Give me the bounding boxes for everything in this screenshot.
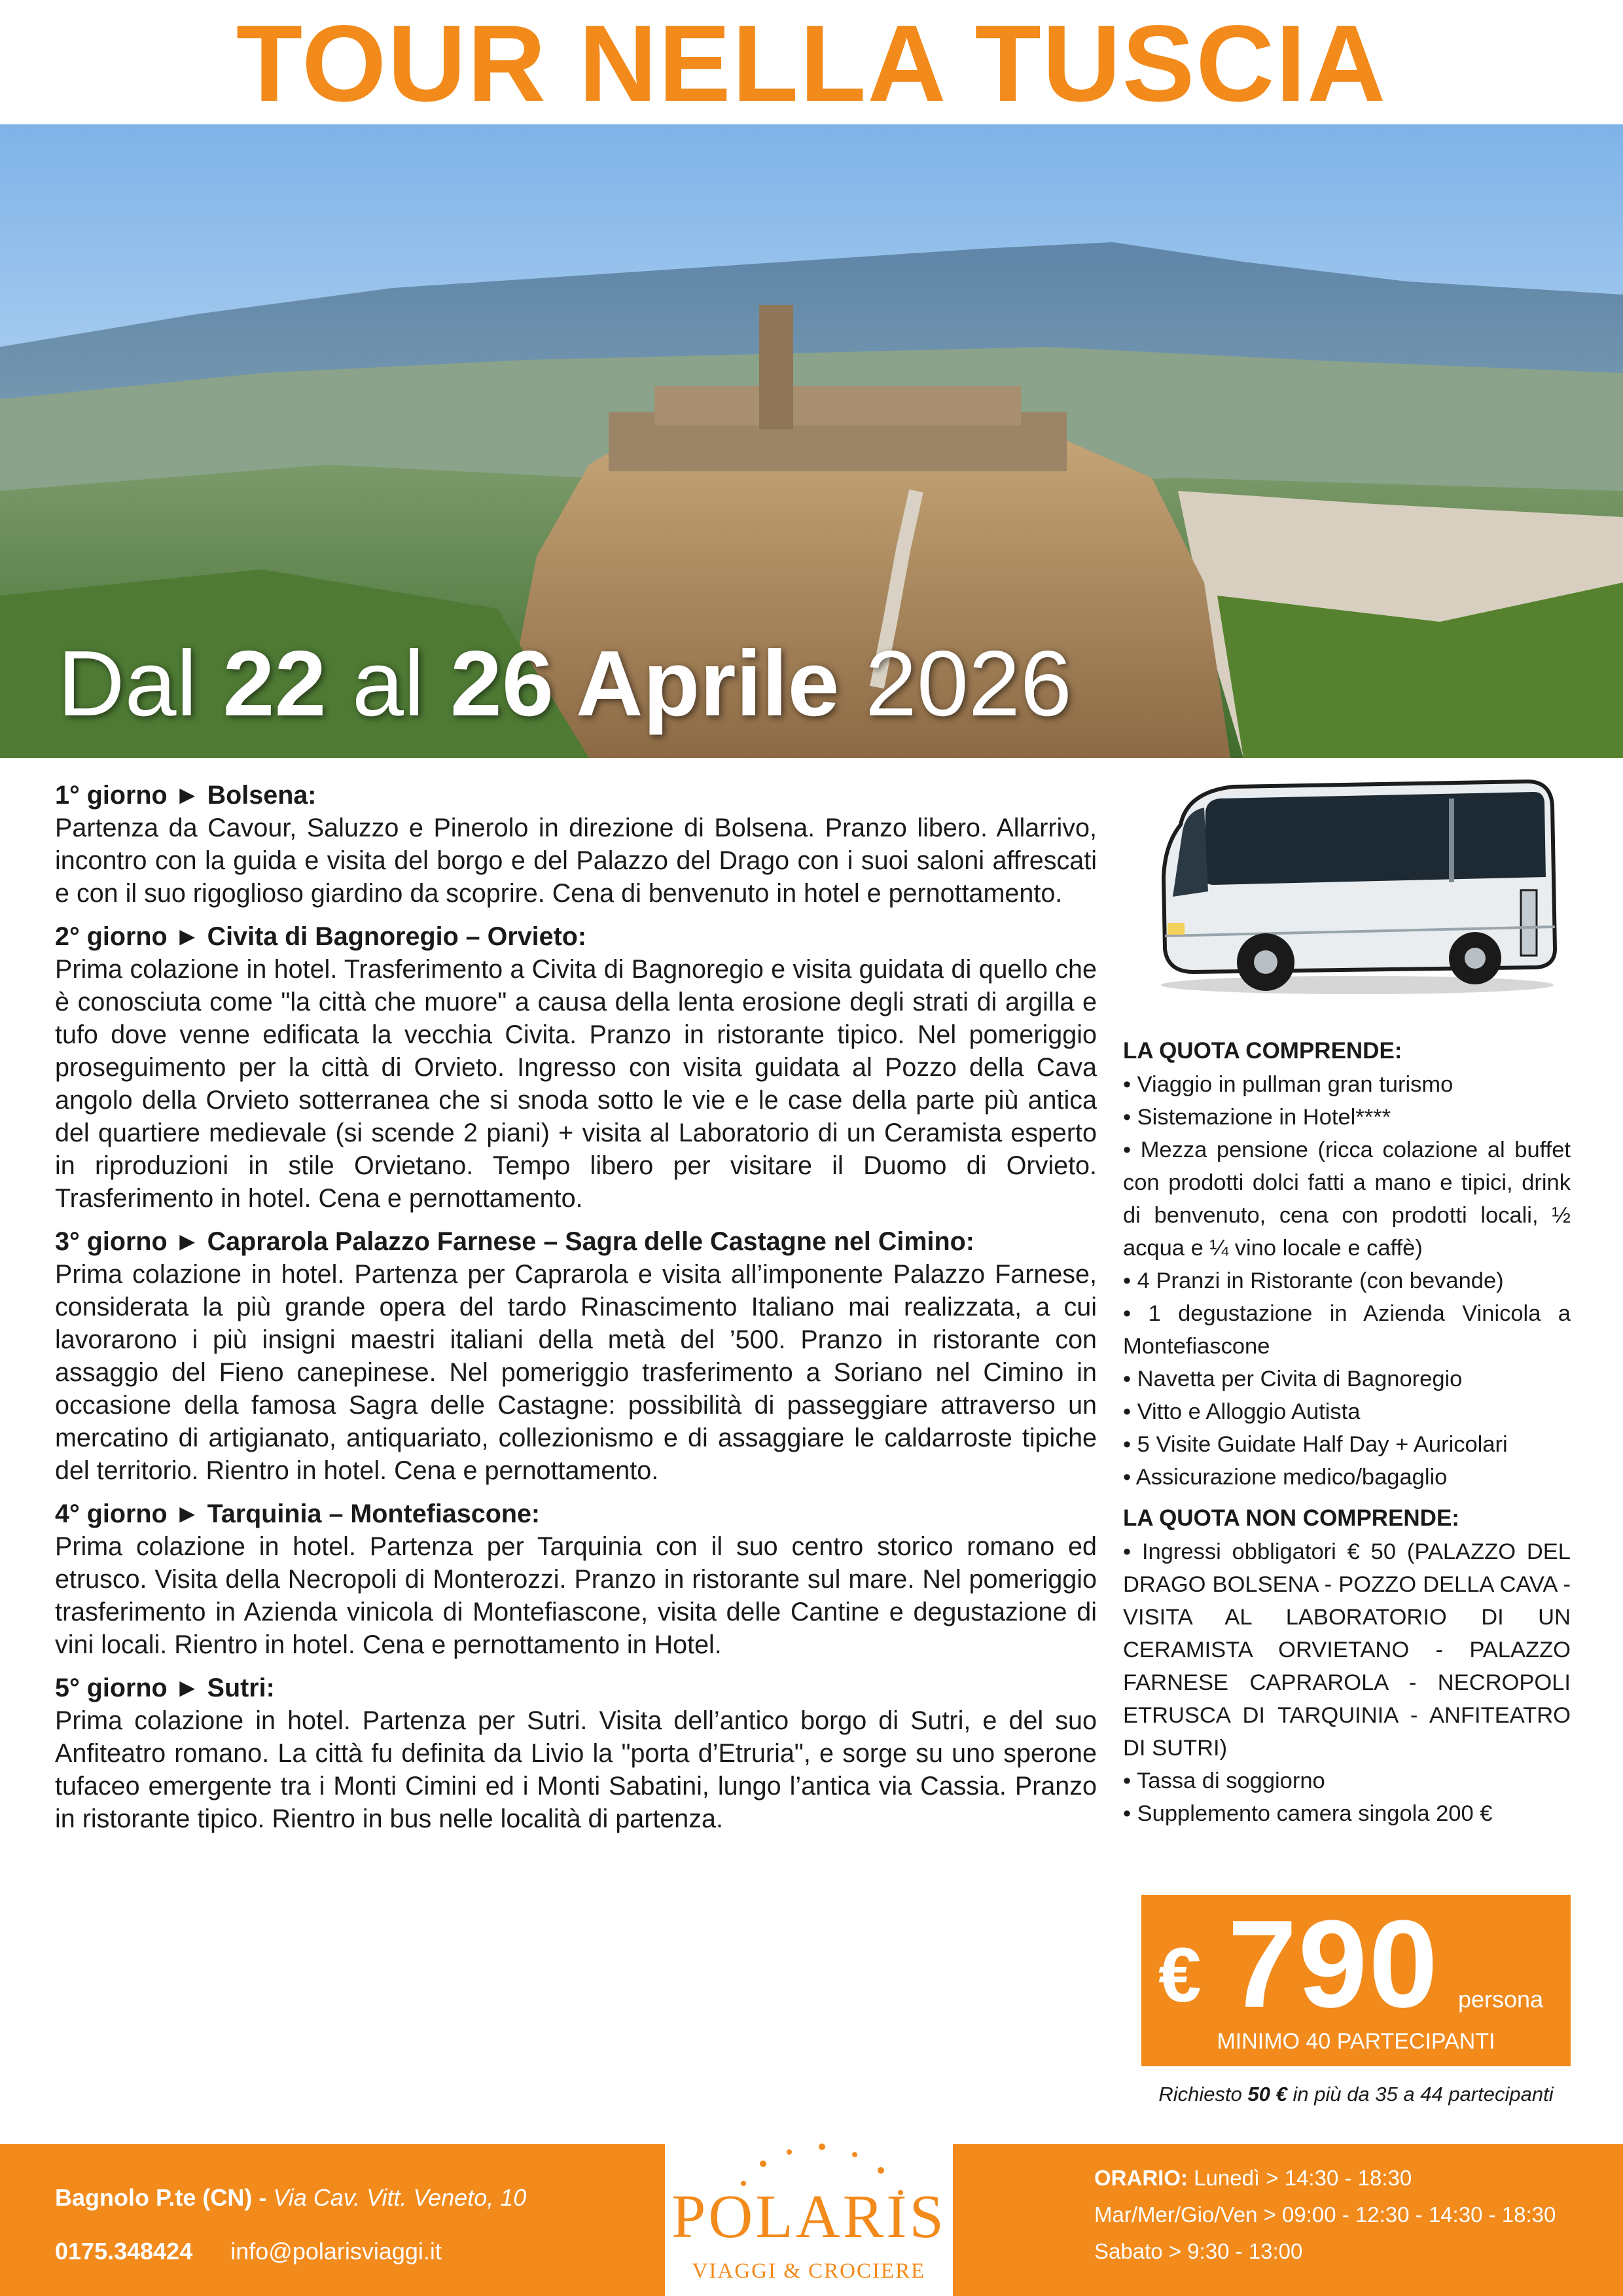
surcharge-suffix: in più da 35 a 44 partecipanti [1293,2083,1554,2106]
itinerary-day-3 [55,1225,1097,1487]
quota-excludes-heading: LA QUOTA NON COMPRENDE: [1123,1505,1459,1531]
list-item: • Mezza pensione (ricca colazione al buffet con prodotti dolci fatti a mano e tipici, drink di benvenuto, cena con prodotti locali, ½ acqua e ¼ vino locale e caffè) [1123,1134,1571,1265]
hero-photo [0,124,1623,758]
surcharge-amount: 50 € [1247,2083,1287,2106]
itinerary-day-1 [55,779,1097,910]
quota-includes-heading: LA QUOTA COMPRENDE: [1123,1038,1402,1064]
date-start: 22 [223,632,327,736]
day-heading: 2° giorno ► Civita di Bagnoregio – Orvieto: [55,922,587,951]
day-heading: 4° giorno ► Tarquinia – Montefiascone: [55,1499,541,1528]
day-description: Prima colazione in hotel. Trasferimento a Civita di Bagnoregio e visita guidata di quello che è conosciuta come "la città che muore" a causa della lenta erosione degli strati di argilla e tufo dove venne edificata la vecchia Civita. Pranzo in ristorante tipico. Nel pomeriggio proseguimento per la città di Orvieto. Ingresso con visita guidata al Pozzo della Cava angolo della Orvieto sotterranea che si snoda sotto le vie e le case della parte più antica del quartiere medievale (si scende 2 piani) + visita al Laboratorio di un Ceramista esperto in riproduzioni in stile Orvietano. Tempo libero per visitare il Duomo di Orvieto. Trasferimento in hotel. Cena e pernottamento. [55,955,1097,1213]
day-description: Prima colazione in hotel. Partenza per Sutri. Visita dell’antico borgo di Sutri, e del suo Anfiteatro romano. La città fu definita da Livio la "porta d’Etruria", e sorge su uno sperone tufaceo emergente tra i Monti Cimini ed i Monti Sabatini, lungo l’antica via Cassia. Pranzo in ristorante tipico. Rientro in bus nelle località di partenza. [55,1706,1097,1833]
date-year: 2026 [865,632,1072,736]
itinerary [55,779,1097,1846]
date-end: 26 Aprile [450,632,840,736]
logo-subtitle: VIAGGI & CROCIERE [692,2259,926,2283]
bus-icon [1141,772,1560,998]
day-heading: 1° giorno ► Bolsena: [55,781,317,810]
logo-name: POLARIS [671,2183,946,2251]
list-item: • Viaggio in pullman gran turismo [1123,1068,1571,1101]
hours-weekdays: Mar/Mer/Gio/Ven > 09:00 - 12:30 - 14:30 - 18:30 [1094,2202,1556,2227]
footer-town: Bagnolo P.te (CN) - [55,2184,267,2211]
day-heading: 3° giorno ► Caprarola Palazzo Farnese – Sagra delle Castagne nel Cimino: [55,1227,974,1256]
quota-includes [1123,1034,1571,1494]
itinerary-day-5 [55,1672,1097,1835]
list-item: • 1 degustazione in Azienda Vinicola a Montefiascone [1123,1297,1571,1363]
date-dal: Dal [58,632,198,736]
list-item: • Assicurazione medico/bagaglio [1123,1461,1571,1494]
page-title: TOUR NELLA TUSCIA [236,3,1387,124]
list-item: • 4 Pranzi in Ristorante (con bevande) [1123,1265,1571,1297]
footer-phone[interactable]: 0175.348424 [55,2238,193,2265]
price-currency: € [1158,1932,1202,2018]
minimum-participants: MINIMO 40 PARTECIPANTI [1217,2029,1495,2054]
tour-dates [58,632,1072,736]
quota-excludes-list [1123,1535,1571,1830]
polaris-logo [665,2138,953,2296]
price-unit: persona [1458,1986,1544,2013]
footer-email[interactable]: info@polarisviaggi.it [230,2238,442,2265]
price-value: 790 [1228,1895,1440,2034]
day-description: Partenza da Cavour, Saluzzo e Pinerolo in direzione di Bolsena. Pranzo libero. Allarrivo, incontro con la guida e visita del borgo e del Palazzo del Drago con i suoi saloni affrescati e con il suo rigoglioso giardino da scoprire. Cena di benvenuto in hotel e pernottamento. [55,814,1097,908]
quota-includes-list [1123,1068,1571,1494]
opening-hours [1094,2160,1556,2270]
hours-saturday: Sabato > 9:30 - 13:00 [1094,2239,1303,2263]
hours-label: ORARIO: [1094,2166,1188,2190]
price-box [1141,1895,1571,2066]
quota-excludes [1123,1501,1571,1830]
day-description: Prima colazione in hotel. Partenza per Caprarola e visita all’imponente Palazzo Farnese, considerata la più grande opera del tardo Rinascimento Italiano mai realizzata, a cui lavorarono i più insigni maestri italiani della metà del ’500. Pranzo in ristorante con assaggio del Fieno canepinese. Nel pomeriggio trasferimento a Soriano nel Cimino in occasione della famosa Sagra delle Castagne: possibilità di passeggiare attraverso un mercatino di artigianato, antiquariato, collezionismo e di assaggiare le caldarroste tipiche del territorio. Rientro in hotel. Cena e pernottamento. [55,1260,1097,1485]
list-item: • Ingressi obbligatori € 50 (PALAZZO DEL DRAGO BOLSENA - POZZO DELLA CAVA - VISITA AL LABORATORIO DI UN CERAMISTA ORVIETANO - PALAZZO FARNESE CAPRAROLA - NECROPOLI ETRUSCA DI TARQUINIA - ANFITEATRO DI SUTRI) [1123,1535,1571,1765]
footer-address [55,2183,526,2212]
list-item: • Tassa di soggiorno [1123,1765,1571,1797]
surcharge-note [1141,2081,1571,2108]
day-heading: 5° giorno ► Sutri: [55,1674,275,1702]
day-description: Prima colazione in hotel. Partenza per Tarquinia con il suo centro storico romano ed etrusco. Visita della Necropoli di Monterozzi. Pranzo in ristorante sul mare. Nel pomeriggio trasferimento in Azienda vinicola di Montefiascone, visita delle Cantine e degustazione di vini locali. Rientro in hotel. Cena e pernottamento in Hotel. [55,1532,1097,1659]
list-item: • Navetta per Civita di Bagnoregio [1123,1363,1571,1395]
hours-monday: Lunedì > 14:30 - 18:30 [1194,2166,1412,2190]
list-item: • Sistemazione in Hotel**** [1123,1101,1571,1134]
quota-section [1123,1034,1571,1838]
footer-street: Via Cav. Vitt. Veneto, 10 [273,2184,527,2211]
itinerary-day-2 [55,920,1097,1215]
list-item: • Vitto e Alloggio Autista [1123,1395,1571,1428]
footer-contacts [55,2237,442,2266]
surcharge-prefix: Richiesto [1158,2083,1242,2106]
footer [0,2144,1623,2296]
list-item: • Supplemento camera singola 200 € [1123,1797,1571,1830]
itinerary-day-4 [55,1498,1097,1661]
date-al: al [351,632,425,736]
list-item: • 5 Visite Guidate Half Day + Auricolari [1123,1428,1571,1461]
